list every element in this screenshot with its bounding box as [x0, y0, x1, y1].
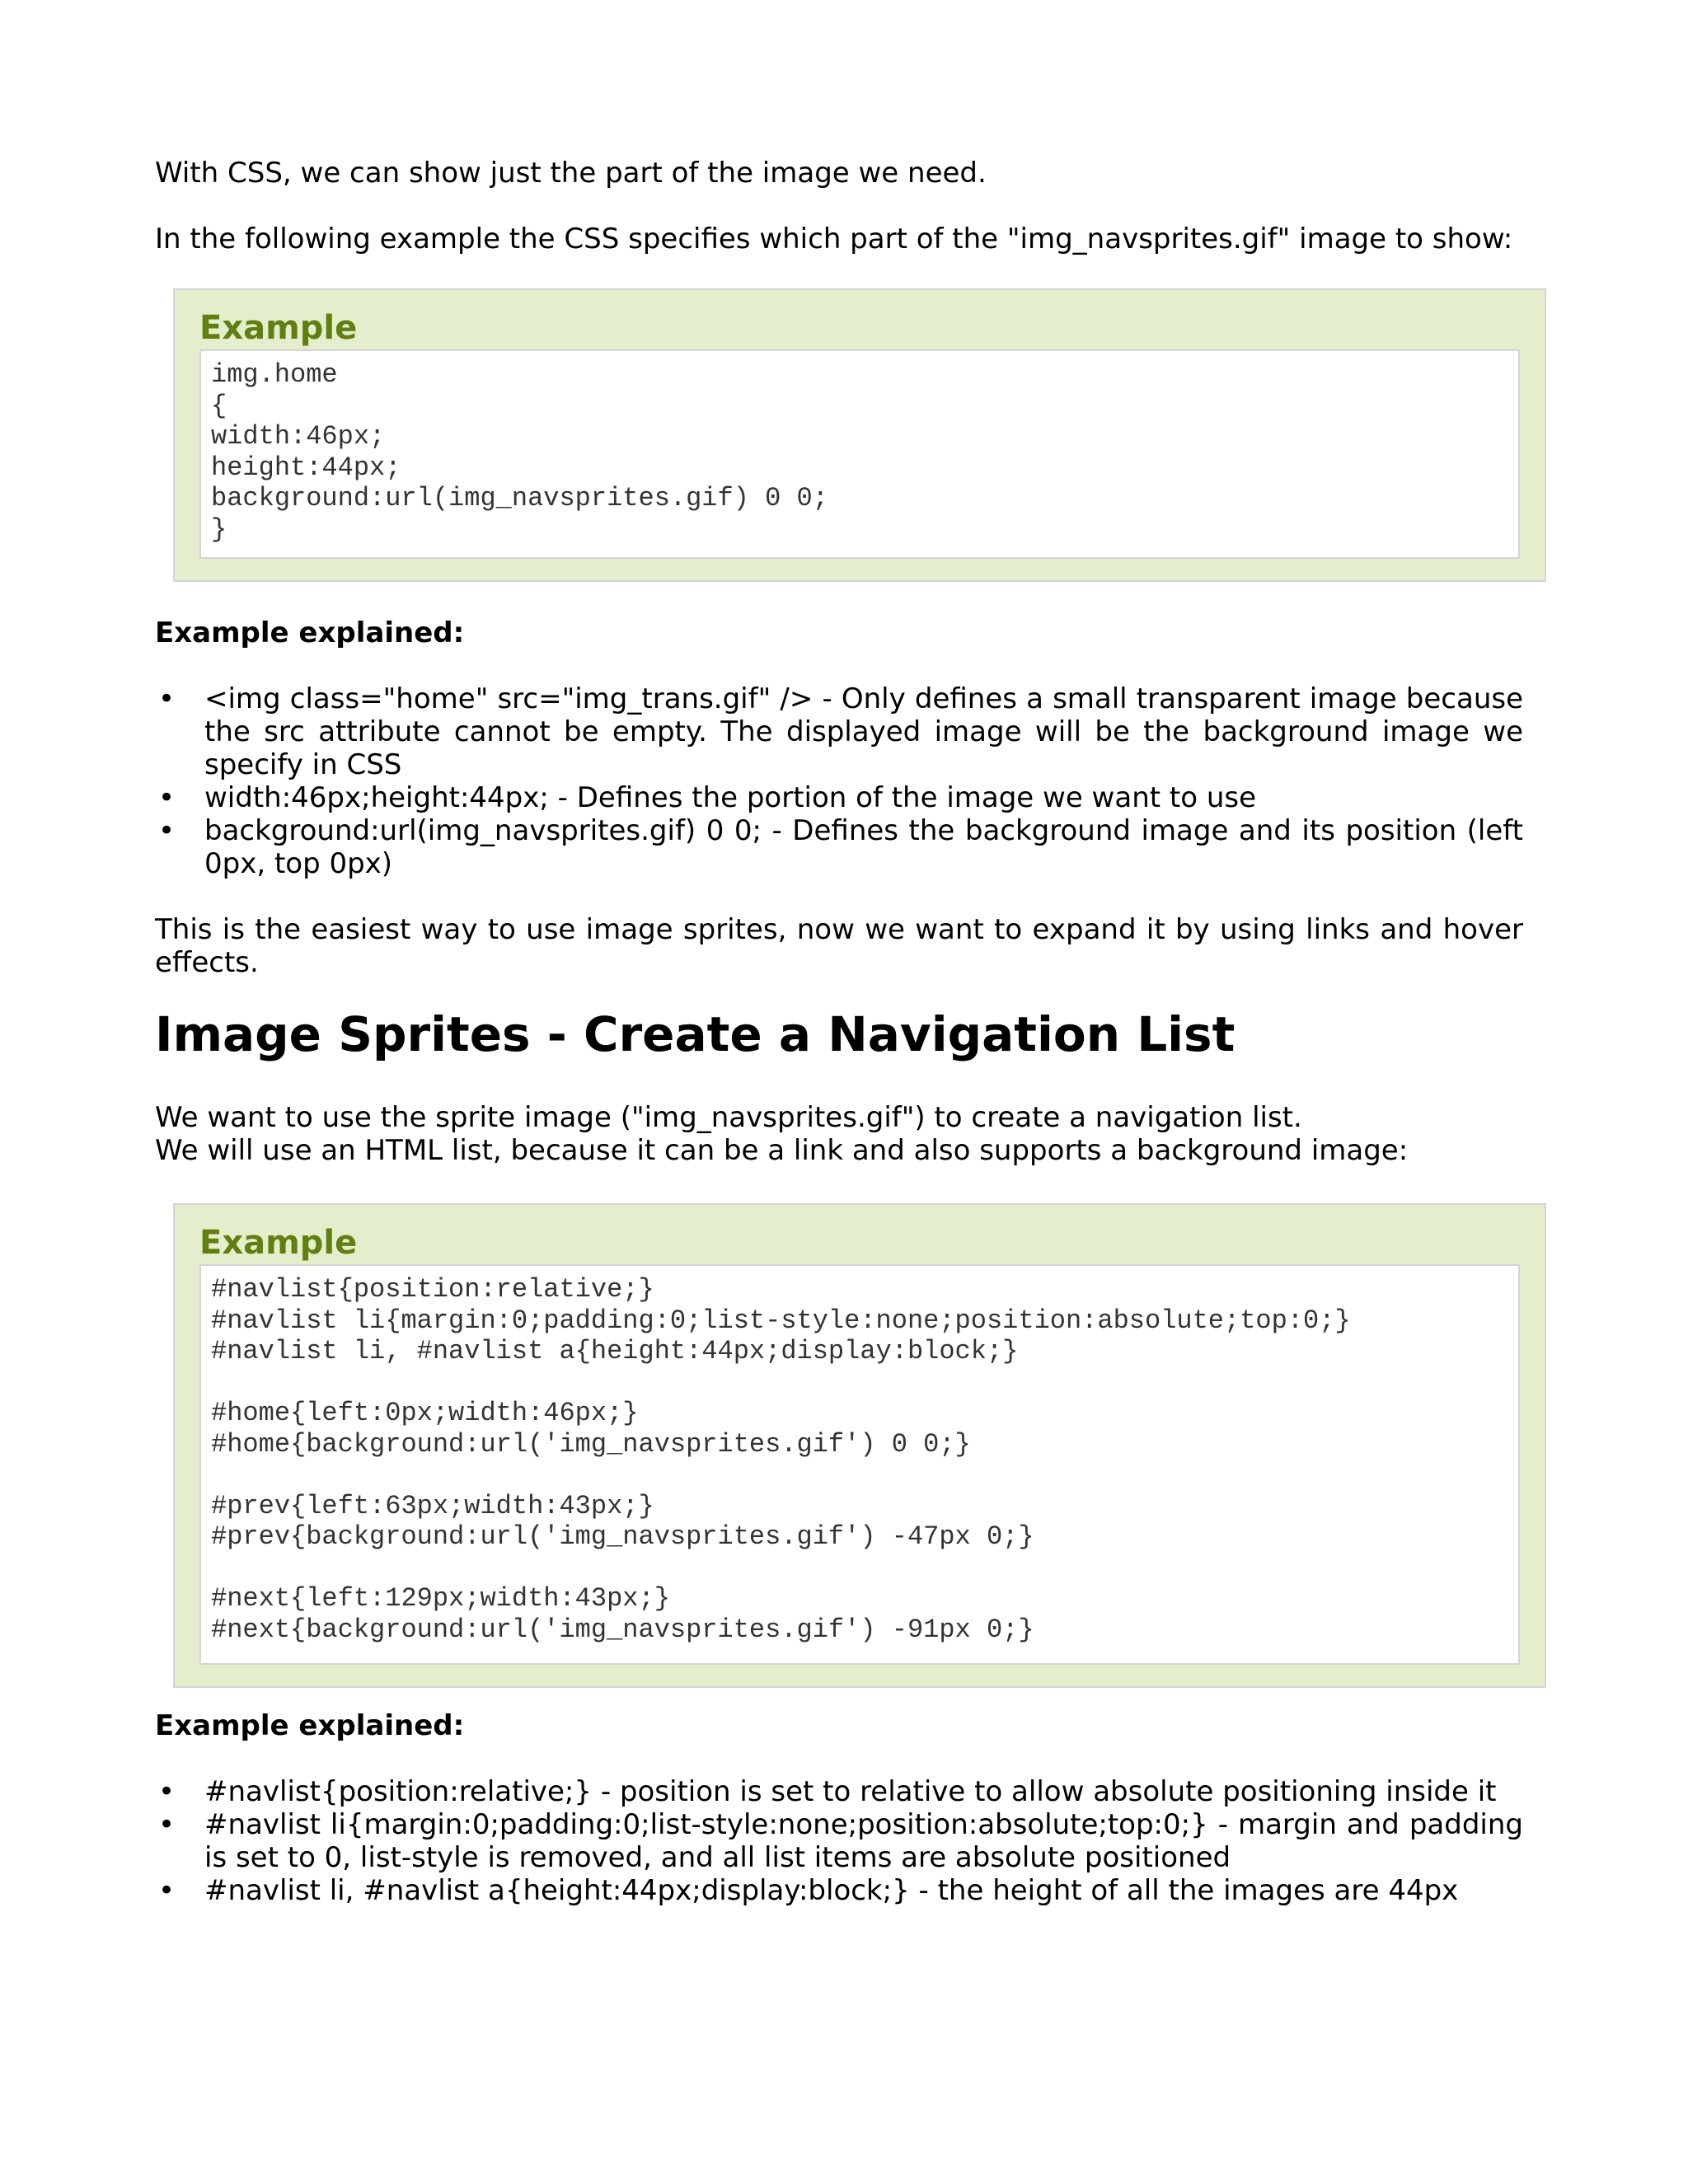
intro-paragraph-2: In the following example the CSS specifies which part of the "img_navsprites.gif" image to show: [155, 223, 1513, 255]
intro-paragraph-1: With CSS, we can show just the part of the image we need. [155, 157, 987, 190]
list-item [155, 781, 1523, 814]
code-line: height:44px; [211, 452, 401, 483]
example-title: Example [199, 309, 358, 347]
code-line: img.home [211, 359, 338, 390]
code-line: #prev{left:63px;width:43px;} [211, 1490, 654, 1521]
example-explained-heading-2: Example explained: [155, 1709, 465, 1742]
list-item-text: <img class="home" src="img_trans.gif" /> - Only defines a small transparent image because the src attribute cannot be empty. The displayed image will be the background image we specify in CSS [204, 682, 1523, 781]
list-item-text: #navlist li, #navlist a{height:44px;display:block;} - the height of all the images are 44px [204, 1874, 1459, 1907]
code-block-2 [199, 1264, 1520, 1665]
list-item [155, 682, 1523, 781]
code-line: width:46px; [211, 421, 386, 452]
list-item [155, 1808, 1523, 1874]
example-explained-heading-1: Example explained: [155, 616, 465, 649]
code-line: #next{background:url('img_navsprites.gif') -91px 0;} [211, 1614, 1034, 1645]
bullet-icon: • [158, 781, 176, 814]
list-item-text: #navlist{position:relative;} - position is set to relative to allow absolute positioning inside it [204, 1775, 1497, 1808]
example-box-2 [173, 1203, 1546, 1688]
list-item [155, 1775, 1523, 1808]
code-line [211, 1367, 1508, 1399]
code-block-1 [199, 349, 1520, 559]
code-line: { [211, 390, 227, 421]
section-paragraph-1: We want to use the sprite image ("img_navsprites.gif") to create a navigation list. [155, 1101, 1302, 1134]
explanation-list-2 [155, 1775, 1523, 1907]
code-line [211, 1553, 1508, 1584]
code-line: #navlist{position:relative;} [211, 1274, 654, 1305]
explanation-list-1 [155, 682, 1523, 880]
example-box-1 [173, 288, 1546, 582]
closing-paragraph: This is the easiest way to use image sprites, now we want to expand it by using links and hover effects. [155, 913, 1523, 979]
bullet-icon: • [158, 682, 176, 715]
bullet-icon: • [158, 1775, 176, 1808]
bullet-icon: • [158, 1874, 176, 1907]
list-item [155, 1874, 1523, 1907]
code-line [211, 1460, 1508, 1491]
code-line: #home{left:0px;width:46px;} [211, 1398, 639, 1428]
list-item-text: background:url(img_navsprites.gif) 0 0; - Defines the background image and its position (left 0px, top 0px) [204, 814, 1523, 880]
bullet-icon: • [158, 1808, 176, 1841]
list-item-text: width:46px;height:44px; - Defines the portion of the image we want to use [204, 781, 1257, 814]
code-line: #home{background:url('img_navsprites.gif') 0 0;} [211, 1428, 971, 1460]
list-item-text: #navlist li{margin:0;padding:0;list-style:none;position:absolute;top:0;} - margin and padding is set to 0, list-style is removed, and all list items are absolute positioned [204, 1808, 1523, 1874]
code-line: #next{left:129px;width:43px;} [211, 1583, 670, 1614]
example-title: Example [199, 1224, 358, 1262]
code-line: #navlist li, #navlist a{height:44px;display:block;} [211, 1336, 1019, 1366]
code-line: } [211, 513, 227, 545]
list-item [155, 814, 1523, 880]
code-line: background:url(img_navsprites.gif) 0 0; [211, 483, 828, 513]
bullet-icon: • [158, 814, 176, 847]
section-heading: Image Sprites - Create a Navigation List [155, 1006, 1236, 1062]
section-paragraph-2: We will use an HTML list, because it can be a link and also supports a background image: [155, 1134, 1409, 1167]
code-line: #navlist li{margin:0;padding:0;list-style:none;position:absolute;top:0;} [211, 1305, 1351, 1336]
code-line: #prev{background:url('img_navsprites.gif') -47px 0;} [211, 1521, 1034, 1552]
